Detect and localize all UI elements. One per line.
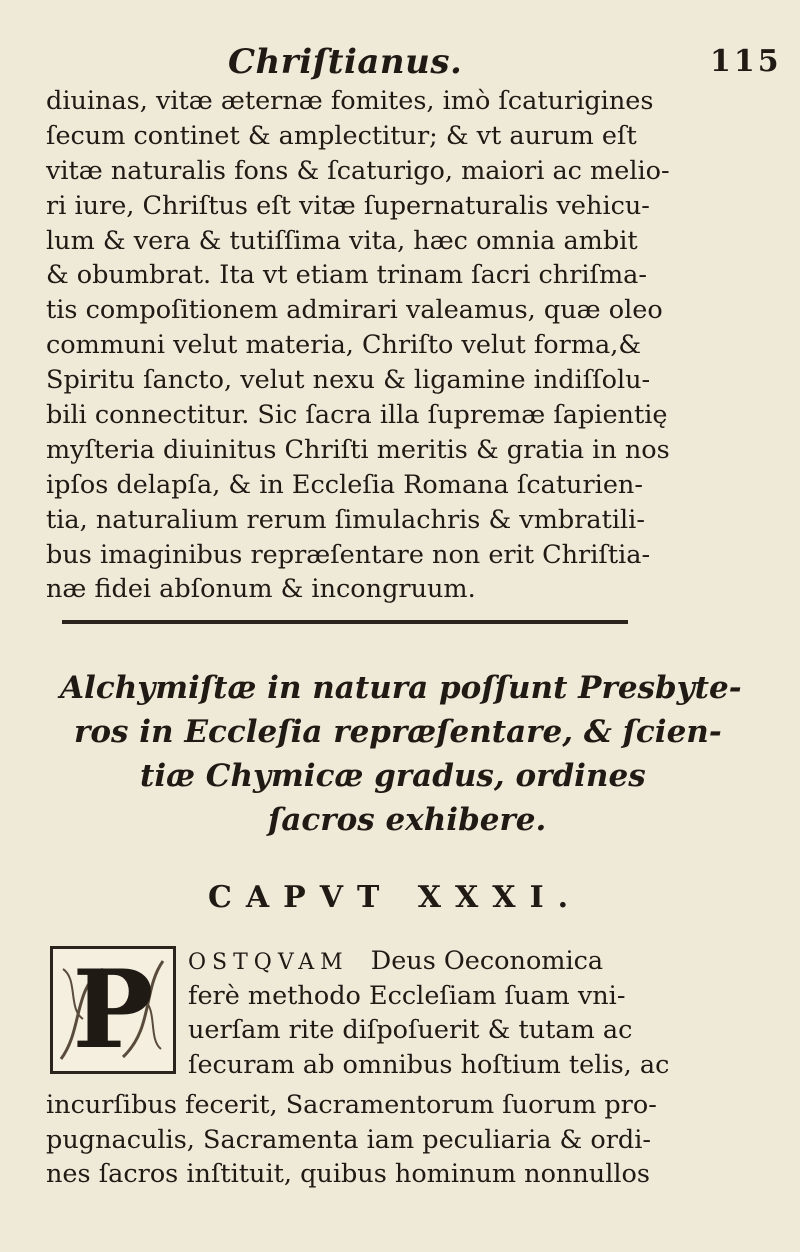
heading-line: tiæ Chymicæ gradus, ordines — [140, 758, 646, 794]
text-line: pugnaculis, Sacramenta iam peculiaria & ordi- — [46, 1124, 651, 1155]
text-line: næ fidei abſonum & incongruum. — [46, 574, 476, 605]
opening-word: OSTQVAM — [188, 950, 349, 975]
text-line: incurſibus fecerit, Sacramentorum ſuorum pro- — [46, 1090, 657, 1120]
text-line: bus imaginibus repræſentare non erit Chriſtia- — [46, 539, 651, 570]
text-line: ferè methodo Eccleſiam ſuam vni- — [188, 980, 626, 1011]
decorated-initial — [50, 946, 176, 1074]
text-line: myſteria diuinitus Chriſti meritis & gratia in nos — [46, 434, 670, 465]
heading-line: Alchymiſtæ in natura poſſunt Presbyte- — [60, 670, 742, 706]
running-head-title: Chriſtianus. — [228, 42, 463, 82]
text-line: & obumbrat. Ita vt etiam trinam ſacri chriſma- — [46, 260, 647, 291]
chapter-heading — [60, 666, 742, 842]
heading-line: ros in Eccleſia repræſentare, & ſcien- — [74, 714, 722, 750]
text-line: communi velut materia, Chriſto velut forma,& — [46, 330, 642, 361]
chapter-number: CAPVT XXXI. — [208, 880, 583, 915]
text-line: vitæ naturalis fons & ſcaturigo, maiori ac melio- — [46, 155, 670, 186]
text-fragment: Deus Oeconomica — [370, 946, 604, 976]
text-line: ri iure, Chriſtus eſt vitæ ſupernaturalis vehicu- — [46, 190, 650, 221]
text-line: ſecuram ab omnibus hoſtium telis, ac — [188, 1049, 670, 1080]
text-line: ſecum continet & amplectitur; & vt aurum eſt — [46, 120, 637, 151]
text-line: uerſam rite diſpoſuerit & tutam ac — [188, 1015, 633, 1046]
text-line: nes ſacros inſtituit, quibus hominum nonnullos — [46, 1159, 650, 1190]
text-line: lum & vera & tutiſſima vita, hæc omnia ambit — [46, 225, 638, 256]
text-line: tis compoſitionem admirari valeamus, quæ oleo — [46, 295, 663, 326]
paragraph-opening — [188, 944, 670, 1082]
body-text — [46, 84, 670, 607]
text-line: diuinas, vitæ æternæ fomites, imò ſcaturigines — [46, 86, 654, 116]
text-line: tia, naturalium rerum ſimulachris & vmbratili- — [46, 504, 645, 535]
section-rule — [62, 620, 628, 624]
text-line: ipſos delapſa, & in Eccleſia Romana ſcaturien- — [46, 469, 643, 500]
text-line — [188, 944, 648, 979]
text-line: Spiritu ſancto, velut nexu & ligamine indiſſolu- — [46, 365, 651, 396]
page-number: 115 — [710, 44, 782, 79]
initial-letter: P — [72, 947, 154, 1073]
heading-line: ſacros exhibere. — [268, 802, 547, 838]
text-line: bili connectitur. Sic ſacra illa ſupremæ ſapientię — [46, 400, 668, 431]
paragraph-continuation — [46, 1088, 666, 1192]
